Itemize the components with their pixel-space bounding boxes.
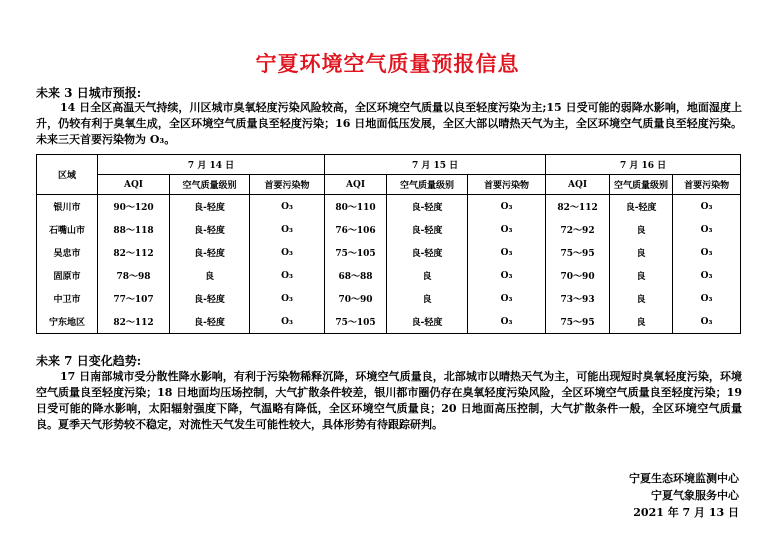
trend-7day-text: 17 日南部城市受分散性降水影响，有利于污染物稀释沉降，环境空气质量良，北部城市以晴热天气为主，可能出现短时臭氧轻度污染，环境空气质量良至轻度污染；18 日地面均压场控制，大气扩散条件较差，银川都市圈仍存在臭氧轻度污染风险，全区环境空气质量良至轻度污染；19 日受可能的降水影响，太阳辐射强度下降，气温略有降低，全区环境空气质量良；20 日地面高压控制，大气扩散条件一般，全区环境空气质量良。夏季天气形势较不稳定，对流性天气发生可能性较大，具体形势有待跟踪研判。 xyxy=(36,370,742,431)
level-cell: 良-轻度 xyxy=(387,218,468,241)
table-row xyxy=(37,195,741,219)
level-header: 空气质量级别 xyxy=(387,175,468,195)
level-header: 空气质量级别 xyxy=(170,175,250,195)
level-cell: 良 xyxy=(170,264,250,287)
level-cell: 良-轻度 xyxy=(170,218,250,241)
aqi-cell: 70～90 xyxy=(546,264,610,287)
pollutant-cell: O₃ xyxy=(468,241,546,264)
pollutant-header: 首要污染物 xyxy=(468,175,546,195)
aqi-header: AQI xyxy=(98,175,170,195)
aqi-cell: 76～106 xyxy=(325,218,387,241)
aqi-cell: 73～93 xyxy=(546,287,610,310)
table-row xyxy=(37,310,741,334)
aqi-cell: 88～118 xyxy=(98,218,170,241)
city-cell: 固原市 xyxy=(37,264,98,287)
pollutant-cell: O₃ xyxy=(673,218,741,241)
level-cell: 良 xyxy=(610,241,673,264)
level-cell: 良 xyxy=(610,264,673,287)
aqi-cell: 82～112 xyxy=(98,310,170,334)
aqi-cell: 75～95 xyxy=(546,310,610,334)
aqi-cell: 68～88 xyxy=(325,264,387,287)
date-header-3: 7 月 16 日 xyxy=(546,155,741,175)
aqi-cell: 82～112 xyxy=(546,195,610,219)
city-cell: 银川市 xyxy=(37,195,98,219)
issuer-org-2: 宁夏气象服务中心 xyxy=(651,489,739,502)
level-cell: 良-轻度 xyxy=(610,195,673,219)
level-cell: 良-轻度 xyxy=(387,195,468,219)
region-header: 区域 xyxy=(37,155,98,195)
level-cell: 良-轻度 xyxy=(387,310,468,334)
pollutant-cell: O₃ xyxy=(468,264,546,287)
table-row xyxy=(37,287,741,310)
issuer-org-1: 宁夏生态环境监测中心 xyxy=(629,472,739,485)
date-header-2: 7 月 15 日 xyxy=(325,155,546,175)
aqi-cell: 75～105 xyxy=(325,310,387,334)
trend-7day-heading: 未来 7 日变化趋势: xyxy=(36,354,142,368)
pollutant-header: 首要污染物 xyxy=(673,175,741,195)
pollutant-cell: O₃ xyxy=(468,310,546,334)
city-cell: 宁东地区 xyxy=(37,310,98,334)
aqi-cell: 90～120 xyxy=(98,195,170,219)
pollutant-cell: O₃ xyxy=(250,195,325,219)
level-cell: 良 xyxy=(610,218,673,241)
aqi-cell: 72～92 xyxy=(546,218,610,241)
aqi-cell: 82～112 xyxy=(98,241,170,264)
pollutant-cell: O₃ xyxy=(250,264,325,287)
pollutant-cell: O₃ xyxy=(673,287,741,310)
level-header: 空气质量级别 xyxy=(610,175,673,195)
aqi-cell: 77～107 xyxy=(98,287,170,310)
pollutant-cell: O₃ xyxy=(673,241,741,264)
issue-date: 2021 年 7 月 13 日 xyxy=(633,506,739,519)
pollutant-cell: O₃ xyxy=(468,195,546,219)
city-cell: 石嘴山市 xyxy=(37,218,98,241)
level-cell: 良-轻度 xyxy=(387,241,468,264)
city-cell: 吴忠市 xyxy=(37,241,98,264)
date-header-1: 7 月 14 日 xyxy=(98,155,325,175)
pollutant-cell: O₃ xyxy=(250,287,325,310)
pollutant-cell: O₃ xyxy=(468,218,546,241)
aqi-cell: 70～90 xyxy=(325,287,387,310)
level-cell: 良 xyxy=(610,310,673,334)
city-cell: 中卫市 xyxy=(37,287,98,310)
table-row xyxy=(37,264,741,287)
aqi-cell: 75～95 xyxy=(546,241,610,264)
level-cell: 良 xyxy=(387,287,468,310)
forecast-3day-heading: 未来 3 日城市预报: xyxy=(36,86,142,100)
level-cell: 良-轻度 xyxy=(170,195,250,219)
aqi-header: AQI xyxy=(325,175,387,195)
pollutant-cell: O₃ xyxy=(250,310,325,334)
level-cell: 良-轻度 xyxy=(170,310,250,334)
aqi-cell: 80～110 xyxy=(325,195,387,219)
forecast-table xyxy=(36,154,741,334)
page-title: 宁夏环境空气质量预报信息 xyxy=(255,52,520,76)
pollutant-cell: O₃ xyxy=(673,195,741,219)
forecast-3day-text: 14 日全区高温天气持续，川区城市臭氧轻度污染风险较高，全区环境空气质量以良至轻度污染为主;15 日受可能的弱降水影响，地面湿度上升，仍较有利于臭氧生成，全区环境空气质量良至轻度污染；16 日地面低压发展，全区大部以晴热天气为主，全区环境空气质量良至轻度污染。未来三天首要污染物为 O₃。 xyxy=(36,101,742,146)
pollutant-cell: O₃ xyxy=(468,287,546,310)
table-row xyxy=(37,241,741,264)
level-cell: 良 xyxy=(610,287,673,310)
aqi-header: AQI xyxy=(546,175,610,195)
pollutant-header: 首要污染物 xyxy=(250,175,325,195)
level-cell: 良 xyxy=(387,264,468,287)
pollutant-cell: O₃ xyxy=(673,310,741,334)
pollutant-cell: O₃ xyxy=(250,241,325,264)
level-cell: 良-轻度 xyxy=(170,287,250,310)
table-row xyxy=(37,218,741,241)
aqi-cell: 78～98 xyxy=(98,264,170,287)
pollutant-cell: O₃ xyxy=(673,264,741,287)
level-cell: 良-轻度 xyxy=(170,241,250,264)
aqi-cell: 75～105 xyxy=(325,241,387,264)
pollutant-cell: O₃ xyxy=(250,218,325,241)
